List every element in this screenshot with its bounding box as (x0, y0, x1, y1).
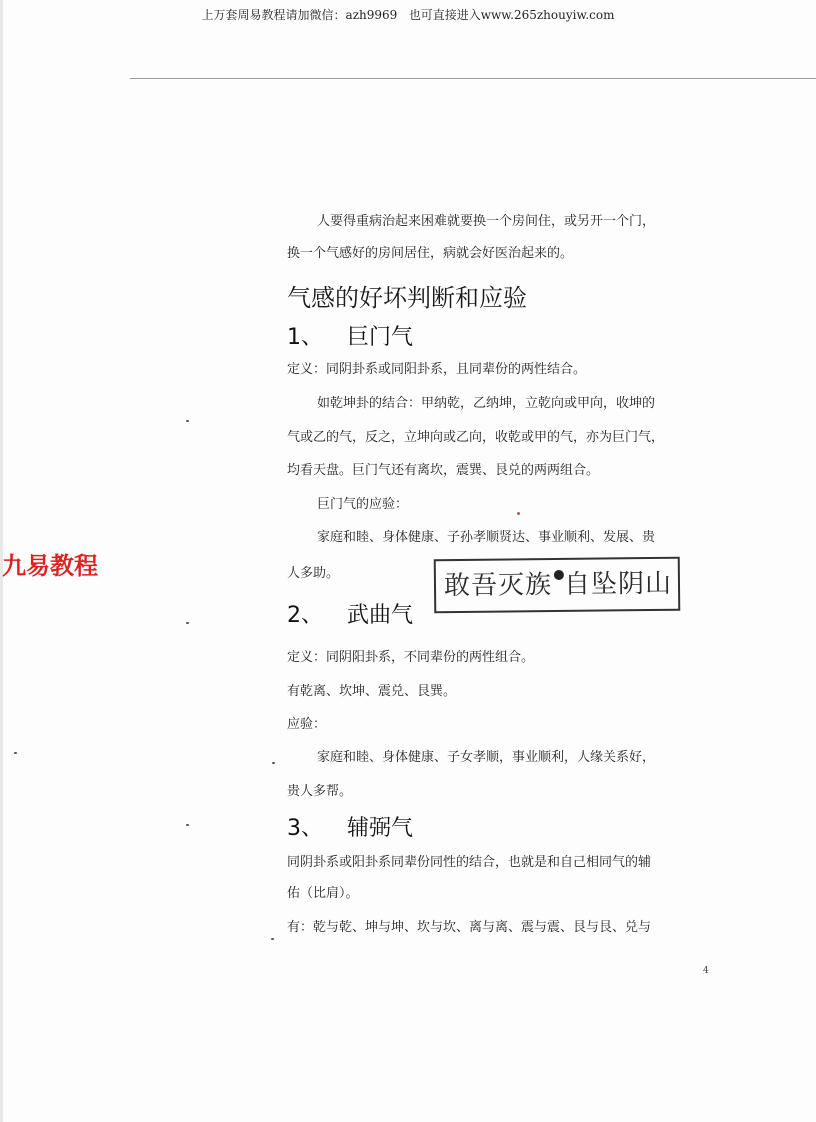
section-1-effect-label: 巨门气的应验： (317, 497, 409, 512)
scan-speck (271, 938, 274, 940)
section-1-definition: 定义：同阴卦系或同阳卦系，且同辈份的两性结合。 (287, 362, 587, 377)
stamp-mark-icon (554, 570, 564, 580)
section-3-pairs: 有：乾与乾、坤与坤、坎与坎、离与离、震与震、艮与艮、兑与 (287, 920, 652, 935)
main-title: 气感的好坏判断和应验 (287, 284, 527, 312)
section-2-title: 武曲气 (347, 603, 414, 628)
section-1-body-2: 气或乙的气，反之，立坤向或乙向，收乾或甲的气，亦为巨门气， (287, 430, 665, 445)
stamp-text-right: 自坠阴山 (563, 568, 673, 600)
header-banner: 上万套周易教程请加微信：azh9969 也可直接进入www.265zhouyiw.com (201, 8, 615, 22)
scan-speck (186, 824, 189, 826)
section-1-body-1: 如乾坤卦的结合：甲纳乾，乙纳坤，立乾向或甲向，收坤的 (317, 396, 656, 411)
scan-speck (186, 420, 189, 422)
scan-speck (517, 512, 520, 515)
section-2-definition: 定义：同阴阳卦系，不同辈份的两性组合。 (287, 650, 535, 665)
section-3-title: 辅弼气 (347, 816, 414, 841)
section-3-heading (287, 811, 413, 842)
section-2-heading (287, 598, 413, 629)
scan-speck (14, 752, 17, 754)
section-2-effect-1: 家庭和睦、身体健康、子女孝顺，事业顺利，人缘关系好， (317, 750, 656, 765)
page-number: 4 (703, 966, 709, 976)
intro-line-2: 换一个气感好的房间居住，病就会好医治起来的。 (287, 246, 574, 261)
section-3-definition-2: 佑（比肩）。 (287, 886, 359, 901)
section-2-effect-label: 应验： (287, 717, 327, 732)
section-1-title: 巨门气 (347, 325, 414, 350)
intro-line-1: 人要得重病治起来困难就要换一个房间住，或另开一个门， (317, 214, 656, 229)
section-2-number: 2、 (287, 603, 323, 628)
section-3-definition-1: 同阴卦系或阳卦系同辈份同性的结合，也就是和自己相同气的辅 (287, 855, 652, 870)
section-1-heading (287, 320, 413, 351)
brand-watermark: 九易教程 (2, 552, 98, 580)
section-3-number: 3、 (287, 816, 323, 841)
section-1-number: 1、 (287, 325, 323, 350)
scan-speck (186, 622, 189, 624)
seal-stamp (434, 557, 681, 614)
section-2-effect-2: 贵人多帮。 (287, 784, 353, 799)
header-rule (130, 78, 816, 79)
section-1-effect-2: 人多助。 (287, 566, 340, 581)
section-2-pairs: 有乾离、坎坤、震兑、艮巽。 (287, 684, 457, 699)
section-1-body-3: 均看天盘。巨门气还有离坎，震巽、艮兑的两两组合。 (287, 463, 600, 478)
stamp-text-left: 敢吾灭族 (443, 570, 553, 602)
section-1-effect-1: 家庭和睦、身体健康、子孙孝顺贤达、事业顺利、发展、贵 (317, 530, 656, 545)
scan-speck (272, 762, 275, 764)
